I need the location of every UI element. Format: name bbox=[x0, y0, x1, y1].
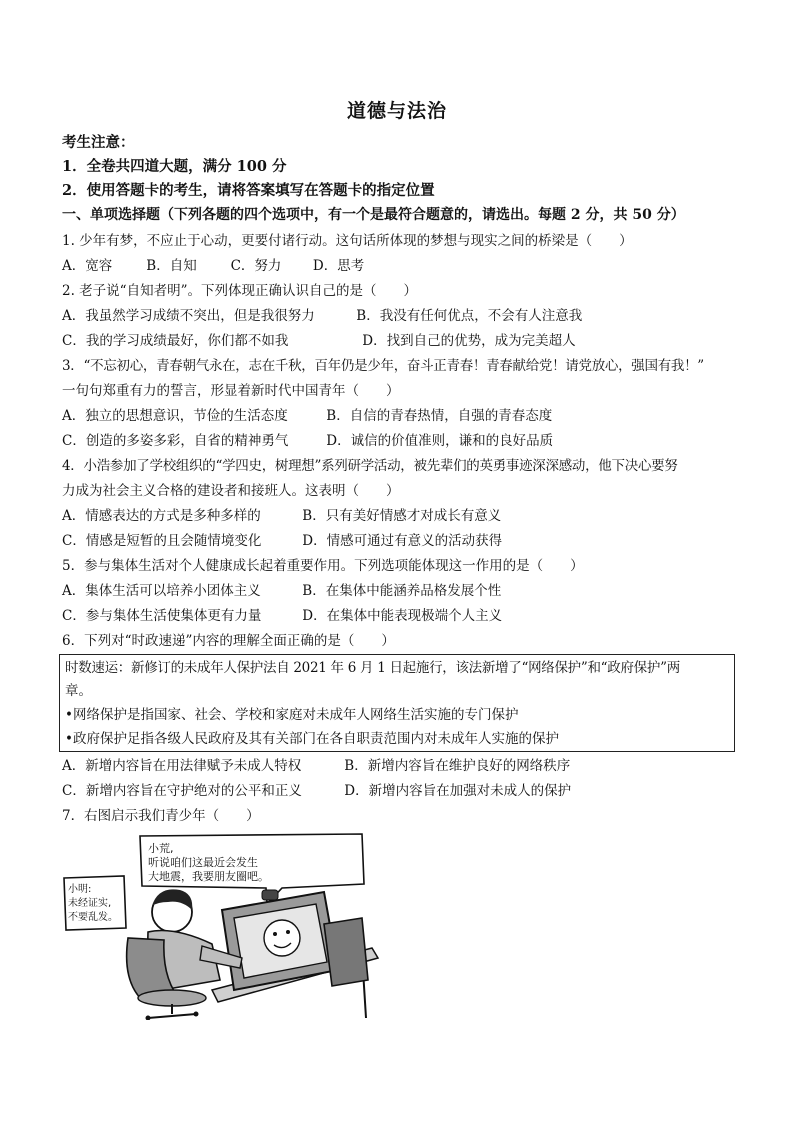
question-4-stem-1: 4．小浩参加了学校组织的“学四史，树理想”系列研学活动，被先辈们的英勇事迹深深感动，他下决心要努 bbox=[62, 458, 678, 474]
q6-option-c: C．新增内容旨在守护绝对的公平和正义 bbox=[62, 783, 302, 799]
q2-option-a: A．我虽然学习成绩不突出，但是我很努力 bbox=[62, 308, 315, 324]
news-box-line-2: 章。 bbox=[65, 683, 92, 699]
bubble-text-2: 听说咱们这最近会发生 bbox=[148, 856, 258, 869]
q1-option-d: D．思考 bbox=[312, 258, 365, 274]
q1-option-a: A．宽容 bbox=[62, 258, 113, 274]
cartoon-illustration bbox=[62, 830, 382, 1020]
notice-heading: 考生注意： bbox=[62, 134, 135, 151]
question-6-options-cd bbox=[62, 780, 571, 802]
q4-option-d: D．情感可通过有意义的活动获得 bbox=[302, 533, 503, 549]
question-5-options-ab bbox=[62, 580, 501, 602]
bubble-text-1: 小荒, bbox=[148, 842, 174, 855]
label-text-1: 小明: bbox=[68, 884, 92, 895]
q3-option-d: D．诚信的价值准则，谦和的良好品质 bbox=[326, 433, 554, 449]
label-text-3: 不要乱发。 bbox=[68, 912, 118, 923]
q6-option-b: B．新增内容旨在维护良好的网络秩序 bbox=[344, 758, 571, 774]
notice-item-2: 2．使用答题卡的考生，请将答案填写在答题卡的指定位置 bbox=[62, 182, 435, 199]
question-3-options-ab bbox=[62, 405, 552, 427]
bubble-text-3: 大地震，我要朋友圈吧。 bbox=[148, 870, 269, 883]
q5-option-d: D．在集体中能表现极端个人主义 bbox=[302, 608, 503, 624]
question-7-stem: 7．右图启示我们青少年（ ） bbox=[62, 808, 260, 824]
question-3-stem-1: 3．“不忘初心，青春朝气永在，志在千秋，百年仍是少年，奋斗正青春！青春献给党！请党放心，强国有我！” bbox=[62, 358, 704, 374]
question-4-options-cd bbox=[62, 530, 502, 552]
screen-face bbox=[264, 920, 300, 956]
page-title: 道德与法治 bbox=[346, 100, 447, 122]
section-heading: 一、单项选择题（下列各题的四个选项中，有一个是最符合题意的，请选出。每题 2 分，共 50 分） bbox=[62, 207, 685, 223]
q4-option-c: C．情感是短暂的且会随情境变化 bbox=[62, 533, 262, 549]
q2-option-b: B．我没有任何优点，不会有人注意我 bbox=[356, 308, 583, 324]
question-6-stem: 6．下列对“时政速递”内容的理解全面正确的是（ ） bbox=[62, 633, 395, 649]
label-text-2: 未经证实, bbox=[68, 898, 112, 909]
news-box-line-3: •网络保护是指国家、社会、学校和家庭对未成年人网络生活实施的专门保护 bbox=[65, 707, 519, 723]
computer-tower bbox=[324, 918, 368, 986]
question-5-stem: 5．参与集体生活对个人健康成长起着重要作用。下列选项能体现这一作用的是（ ） bbox=[62, 558, 584, 574]
q2-option-c: C．我的学习成绩最好，你们都不如我 bbox=[62, 333, 289, 349]
q4-option-b: B．只有美好情感才对成长有意义 bbox=[302, 508, 502, 524]
chair-seat bbox=[138, 990, 206, 1006]
question-5-options-cd bbox=[62, 605, 502, 627]
news-box bbox=[59, 654, 735, 752]
question-2-options-cd bbox=[62, 330, 576, 352]
question-1-options bbox=[62, 255, 364, 277]
question-4-options-ab bbox=[62, 505, 501, 527]
q2-option-d: D．找到自己的优势，成为完美超人 bbox=[362, 333, 576, 349]
question-3-stem-2: 一句句郑重有力的誓言，形显着新时代中国青年（ ） bbox=[62, 383, 400, 399]
question-4-stem-2: 力成为社会主义合格的建设者和接班人。这表明（ ） bbox=[62, 483, 400, 499]
question-1-stem: 1. 少年有梦，不应止于心动，更要付诸行动。这句话所体现的梦想与现实之间的桥梁是（ ） bbox=[62, 233, 633, 249]
notice-item-1: 1．全卷共四道大题，满分 100 分 bbox=[62, 158, 287, 175]
q3-option-a: A．独立的思想意识，节俭的生活态度 bbox=[62, 408, 288, 424]
q3-option-b: B．自信的青春热情，自强的青春态度 bbox=[326, 408, 553, 424]
q6-option-d: D．新增内容旨在加强对未成人的保护 bbox=[344, 783, 572, 799]
q5-option-c: C．参与集体生活使集体更有力量 bbox=[62, 608, 262, 624]
q4-option-a: A．情感表达的方式是多种多样的 bbox=[62, 508, 261, 524]
q1-option-b: B．自知 bbox=[146, 258, 197, 274]
question-2-stem: 2. 老子说“自知者明”。下列体现正确认识自己的是（ ） bbox=[62, 283, 417, 299]
q6-option-a: A．新增内容旨在用法律赋予未成人特权 bbox=[62, 758, 302, 774]
question-2-options-ab bbox=[62, 305, 582, 327]
news-box-line-1: 时数速运：新修订的未成年人保护法自 2021 年 6 月 1 日起施行，该法新增了“网络保护”和“政府保护”两 bbox=[65, 660, 680, 676]
q5-option-b: B．在集体中能涵养品格发展个性 bbox=[302, 583, 502, 599]
news-box-line-4: •政府保护足指各级人民政府及其有关部门在各自职责范围内对未成年人实施的保护 bbox=[65, 731, 559, 747]
q3-option-c: C．创造的多姿多彩，自省的精神勇气 bbox=[62, 433, 289, 449]
question-6-options-ab bbox=[62, 755, 570, 777]
q5-option-a: A．集体生活可以培养小团体主义 bbox=[62, 583, 261, 599]
question-3-options-cd bbox=[62, 430, 553, 452]
q1-option-c: C．努力 bbox=[230, 258, 282, 274]
